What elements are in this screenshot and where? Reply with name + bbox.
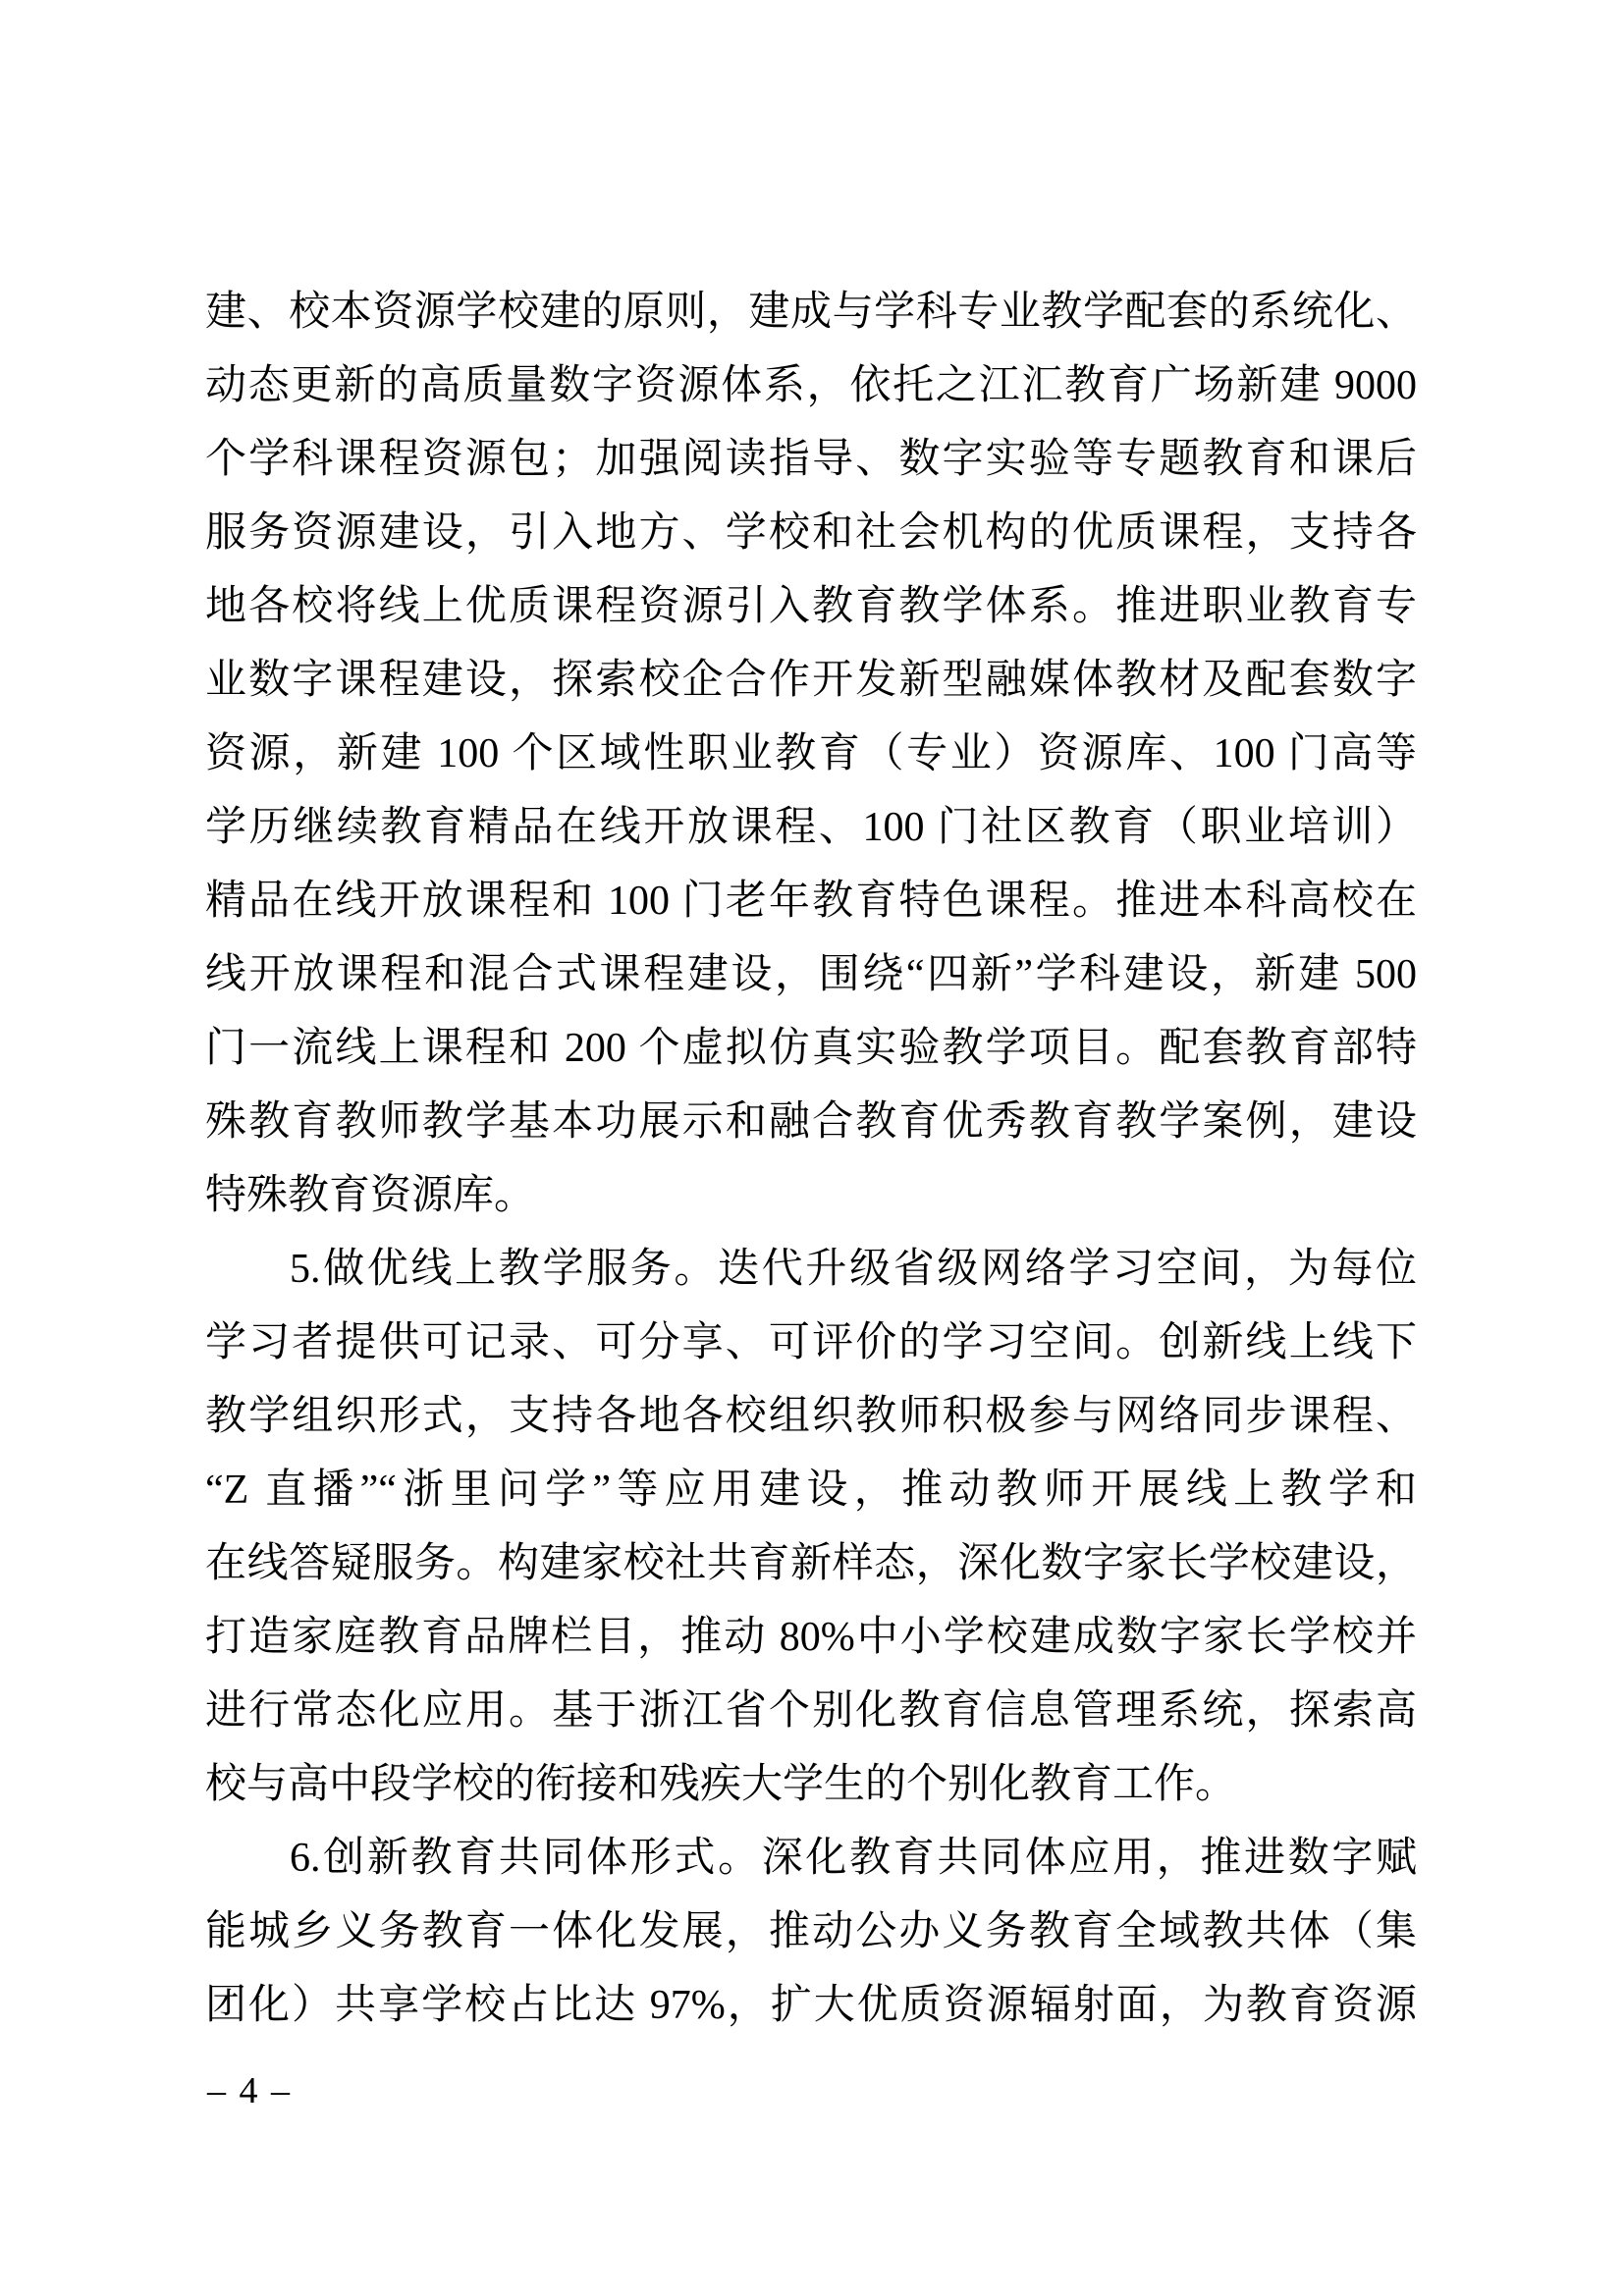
text-line: 精品在线开放课程和 100 门老年教育特色课程。推进本科高校在: [205, 879, 1417, 924]
text-line: 团化）共享学校占比达 97%，扩大优质资源辐射面，为教育资源: [205, 1983, 1417, 2028]
text-line: 学习者提供可记录、可分享、可评价的学习空间。创新线上线下: [205, 1320, 1417, 1365]
text-line: 服务资源建设，引入地方、学校和社会机构的优质课程，支持各: [205, 510, 1417, 556]
paragraph-continuation: [205, 276, 1417, 1233]
text-line: 校与高中段学校的衔接和残疾大学生的个别化教育工作。: [205, 1762, 1237, 1807]
text-line: 动态更新的高质量数字资源体系，依托之江汇教育广场新建 9000: [205, 363, 1417, 408]
text-line: 5.做优线上教学服务。迭代升级省级网络学习空间，为每位: [290, 1247, 1417, 1292]
text-line: 能城乡义务教育一体化发展，推动公办义务教育全域教共体（集: [205, 1909, 1417, 1954]
document-body: [205, 276, 1417, 2043]
page-number: – 4 –: [207, 2070, 292, 2111]
text-line: “Z 直播”“浙里问学”等应用建设，推动教师开展线上教学和: [205, 1468, 1417, 1513]
text-line: 资源，新建 100 个区域性职业教育（专业）资源库、100 门高等: [205, 731, 1417, 776]
text-line: 教学组织形式，支持各地各校组织教师积极参与网络同步课程、: [205, 1394, 1417, 1439]
text-line: 建、校本资源学校建的原则，建成与学科专业教学配套的系统化、: [205, 290, 1417, 335]
text-line: 特殊教育资源库。: [205, 1173, 536, 1218]
text-line: 进行常态化应用。基于浙江省个别化教育信息管理系统，探索高: [205, 1688, 1417, 1734]
text-line: 线开放课程和混合式课程建设，围绕“四新”学科建设，新建 500: [205, 952, 1417, 997]
text-line: 门一流线上课程和 200 个虚拟仿真实验教学项目。配套教育部特: [205, 1026, 1417, 1071]
text-line: 业数字课程建设，探索校企合作开发新型融媒体教材及配套数字: [205, 658, 1417, 703]
text-line: 在线答疑服务。构建家校社共育新样态，深化数字家长学校建设，: [205, 1541, 1417, 1586]
text-line: 殊教育教师教学基本功展示和融合教育优秀教育教学案例，建设: [205, 1099, 1417, 1145]
text-line: 学历继续教育精品在线开放课程、100 门社区教育（职业培训）: [205, 805, 1417, 850]
text-line: 6.创新教育共同体形式。深化教育共同体应用，推进数字赋: [290, 1836, 1417, 1881]
paragraph-item-6: [205, 1822, 1417, 2043]
text-line: 地各校将线上优质课程资源引入教育教学体系。推进职业教育专: [205, 584, 1417, 629]
text-line: 个学科课程资源包；加强阅读指导、数字实验等专题教育和课后: [205, 437, 1417, 482]
text-line: 打造家庭教育品牌栏目，推动 80%中小学校建成数字家长学校并: [205, 1615, 1417, 1660]
paragraph-item-5: [205, 1233, 1417, 1822]
